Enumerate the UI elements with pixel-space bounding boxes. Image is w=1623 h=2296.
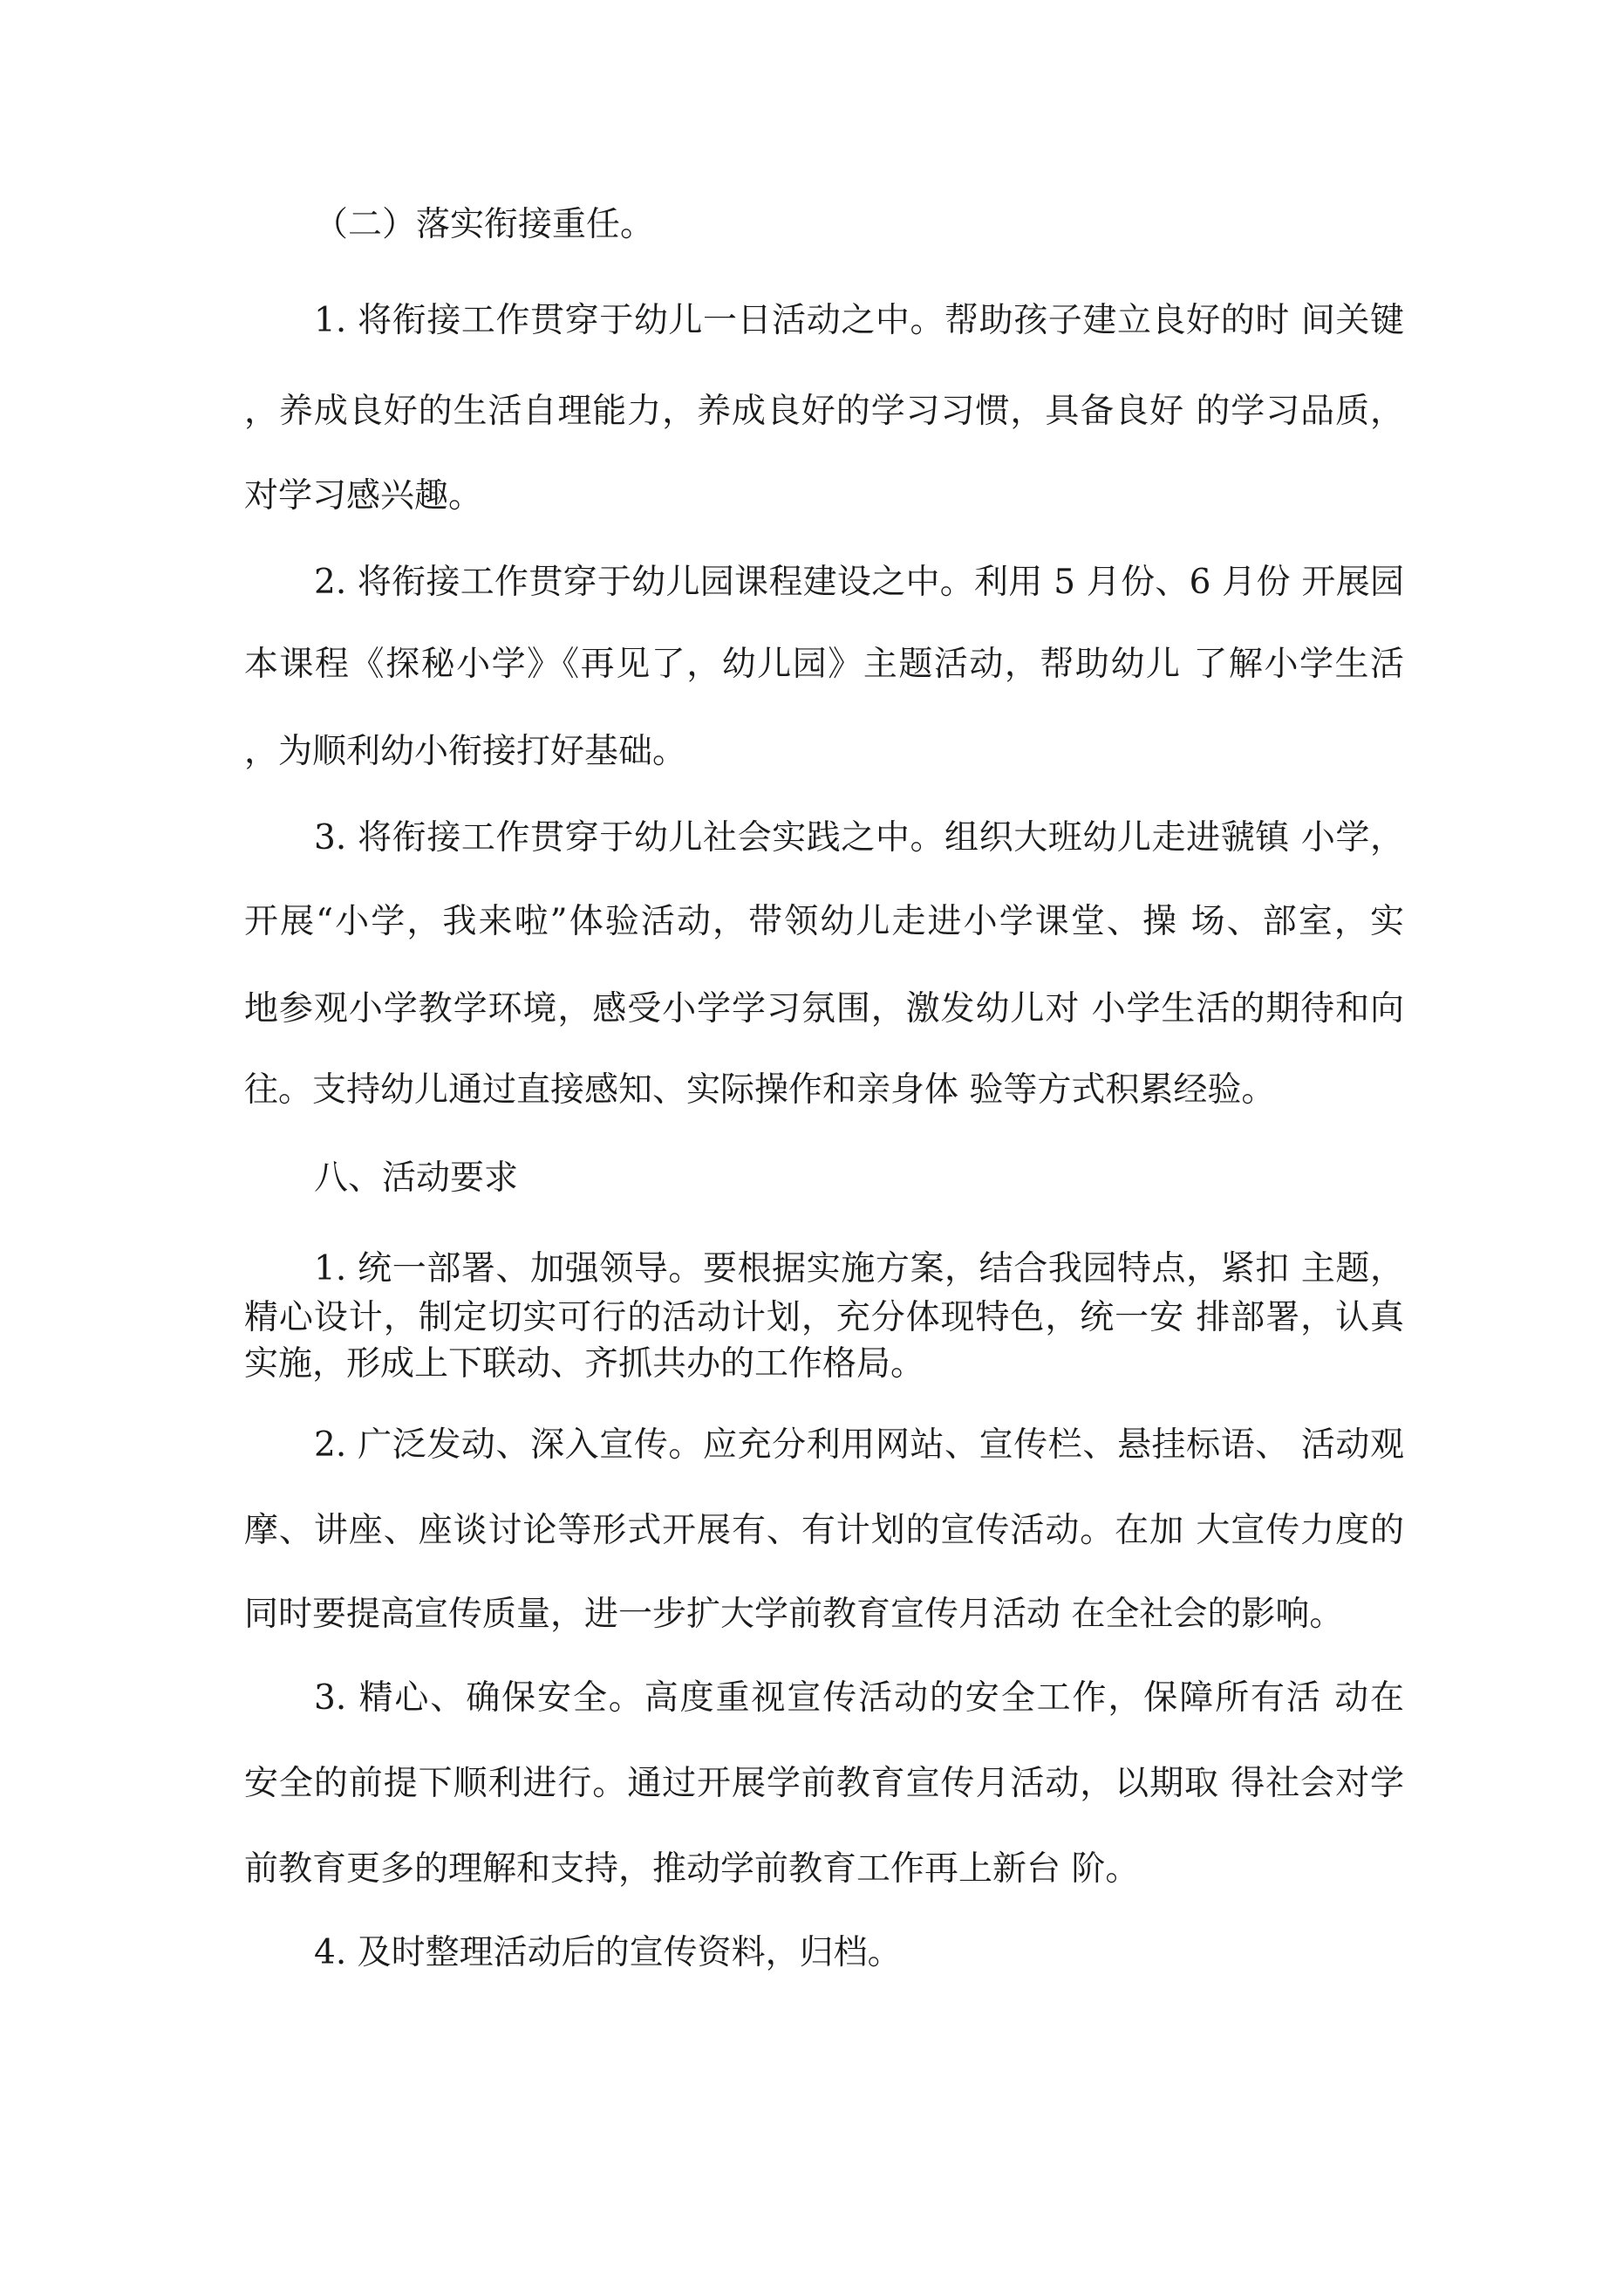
req-2-line-1: 2. 广泛发动、深入宣传。应充分利用网站、宣传栏、悬挂标语、 活动观 xyxy=(314,1425,1404,1465)
item-1-line-2: ，养成良好的生活自理能力，养成良好的学习习惯，具备良好 的学习品质， xyxy=(244,392,1404,431)
item-2-line-3: ，为顺利幼小衔接打好基础。 xyxy=(244,732,687,771)
req-1-line-2: 精心设计，制定切实可行的活动计划，充分体现特色，统一安 排部署，认真 xyxy=(244,1298,1404,1337)
item-3-line-3: 地参观小学教学环境，感受小学学习氛围，激发幼儿对 小学生活的期待和向 xyxy=(244,989,1404,1028)
item-3-line-2: 开展“小学，我来啦”体验活动，带领幼儿走进小学课堂、操 场、部室，实 xyxy=(244,902,1404,941)
req-1-line-3: 实施，形成上下联动、齐抓共办的工作格局。 xyxy=(244,1344,925,1384)
req-3-line-2: 安全的前提下顺利进行。通过开展学前教育宣传月活动，以期取 得社会对学 xyxy=(244,1764,1404,1803)
subsection-heading: （二）落实衔接重任。 xyxy=(314,205,655,244)
req-4-line: 4. 及时整理活动后的宣传资料，归档。 xyxy=(314,1933,902,1972)
item-3-line-4: 往。支持幼儿通过直接感知、实际操作和亲身体 验等方式积累经验。 xyxy=(244,1070,1276,1110)
req-1-line-1: 1. 统一部署、加强领导。要根据实施方案，结合我园特点，紧扣 主题， xyxy=(314,1249,1404,1288)
req-2-line-3: 同时要提高宣传质量，进一步扩大学前教育宣传月活动 在全社会的影响。 xyxy=(244,1595,1344,1634)
section-heading: 八、活动要求 xyxy=(314,1158,519,1198)
req-3-line-1: 3. 精心、确保安全。高度重视宣传活动的安全工作，保障所有活 动在 xyxy=(314,1678,1404,1718)
item-1-line-3: 对学习感兴趣。 xyxy=(244,476,483,516)
item-2-line-2: 本课程《探秘小学》《再见了，幼儿园》主题活动，帮助幼儿 了解小学生活 xyxy=(244,645,1404,684)
item-3-line-1: 3. 将衔接工作贯穿于幼儿社会实践之中。组织大班幼儿走进虢镇 小学， xyxy=(314,818,1404,858)
item-2-line-1: 2. 将衔接工作贯穿于幼儿园课程建设之中。利用 5 月份、6 月份 开展园 xyxy=(314,563,1404,602)
req-2-line-2: 摩、讲座、座谈讨论等形式开展有、有计划的宣传活动。在加 大宣传力度的 xyxy=(244,1511,1404,1550)
req-3-line-3: 前教育更多的理解和支持，推动学前教育工作再上新台 阶。 xyxy=(244,1849,1140,1889)
item-1-line-1: 1. 将衔接工作贯穿于幼儿一日活动之中。帮助孩子建立良好的时 间关键 xyxy=(314,301,1404,340)
